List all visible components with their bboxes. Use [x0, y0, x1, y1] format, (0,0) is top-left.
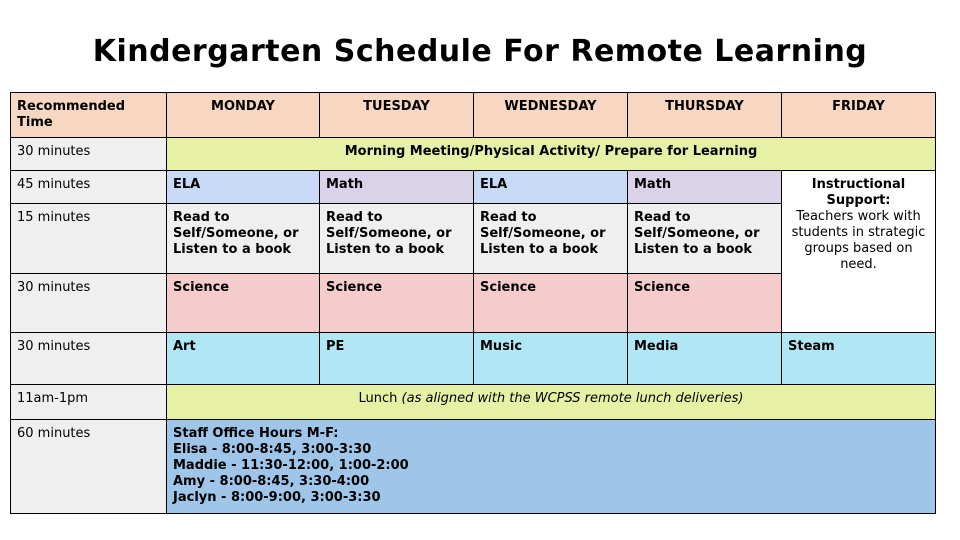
office-hours-line: Maddie - 11:30-12:00, 1:00-2:00: [173, 458, 409, 473]
header-row: [11, 93, 936, 138]
table-row: [11, 333, 936, 385]
header-time: Recommended Time: [11, 93, 167, 138]
thursday-read-cell: Read to Self/Someone, or Listen to a book: [628, 204, 782, 274]
wednesday-music-cell: Music: [474, 333, 628, 385]
table-row: [11, 385, 936, 420]
thursday-science-cell: Science: [628, 274, 782, 333]
office-hours-heading: Staff Office Hours M-F:: [173, 426, 339, 441]
friday-steam-cell: Steam: [782, 333, 936, 385]
time-cell: 60 minutes: [11, 420, 167, 514]
wednesday-science-cell: Science: [474, 274, 628, 333]
schedule-table: [10, 92, 936, 514]
header-thursday: THURSDAY: [628, 93, 782, 138]
office-hours-line: Elisa - 8:00-8:45, 3:00-3:30: [173, 442, 372, 457]
table-row: [11, 138, 936, 171]
wednesday-read-cell: Read to Self/Someone, or Listen to a book: [474, 204, 628, 274]
table-row: [11, 420, 936, 514]
tuesday-read-cell: Read to Self/Someone, or Listen to a book: [320, 204, 474, 274]
morning-meeting-cell: Morning Meeting/Physical Activity/ Prepare for Learning: [167, 138, 936, 171]
tuesday-math-cell: Math: [320, 171, 474, 204]
instructional-support-body: Teachers work with students in strategic groups based on need.: [791, 209, 926, 272]
tuesday-pe-cell: PE: [320, 333, 474, 385]
thursday-media-cell: Media: [628, 333, 782, 385]
thursday-math-cell: Math: [628, 171, 782, 204]
time-cell: 15 minutes: [11, 204, 167, 274]
header-friday: FRIDAY: [782, 93, 936, 138]
office-hours-line: Jaclyn - 8:00-9:00, 3:00-3:30: [173, 490, 381, 505]
wednesday-ela-cell: ELA: [474, 171, 628, 204]
time-cell: 45 minutes: [11, 171, 167, 204]
header-tuesday: TUESDAY: [320, 93, 474, 138]
time-cell: 30 minutes: [11, 274, 167, 333]
instructional-support-heading: Instructional Support:: [811, 177, 906, 208]
office-hours-cell: [167, 420, 936, 514]
lunch-label: Lunch: [358, 391, 402, 406]
time-cell: 11am-1pm: [11, 385, 167, 420]
time-cell: 30 minutes: [11, 138, 167, 171]
lunch-cell: [167, 385, 936, 420]
monday-read-cell: Read to Self/Someone, or Listen to a book: [167, 204, 320, 274]
header-wednesday: WEDNESDAY: [474, 93, 628, 138]
time-cell: 30 minutes: [11, 333, 167, 385]
page-title: Kindergarten Schedule For Remote Learning: [92, 34, 868, 69]
monday-ela-cell: ELA: [167, 171, 320, 204]
header-monday: MONDAY: [167, 93, 320, 138]
lunch-note: (as aligned with the WCPSS remote lunch deliveries): [401, 391, 744, 406]
office-hours-line: Amy - 8:00-8:45, 3:30-4:00: [173, 474, 370, 489]
table-row: [11, 171, 936, 204]
friday-instructional-support-cell: [782, 171, 936, 333]
monday-science-cell: Science: [167, 274, 320, 333]
monday-art-cell: Art: [167, 333, 320, 385]
tuesday-science-cell: Science: [320, 274, 474, 333]
